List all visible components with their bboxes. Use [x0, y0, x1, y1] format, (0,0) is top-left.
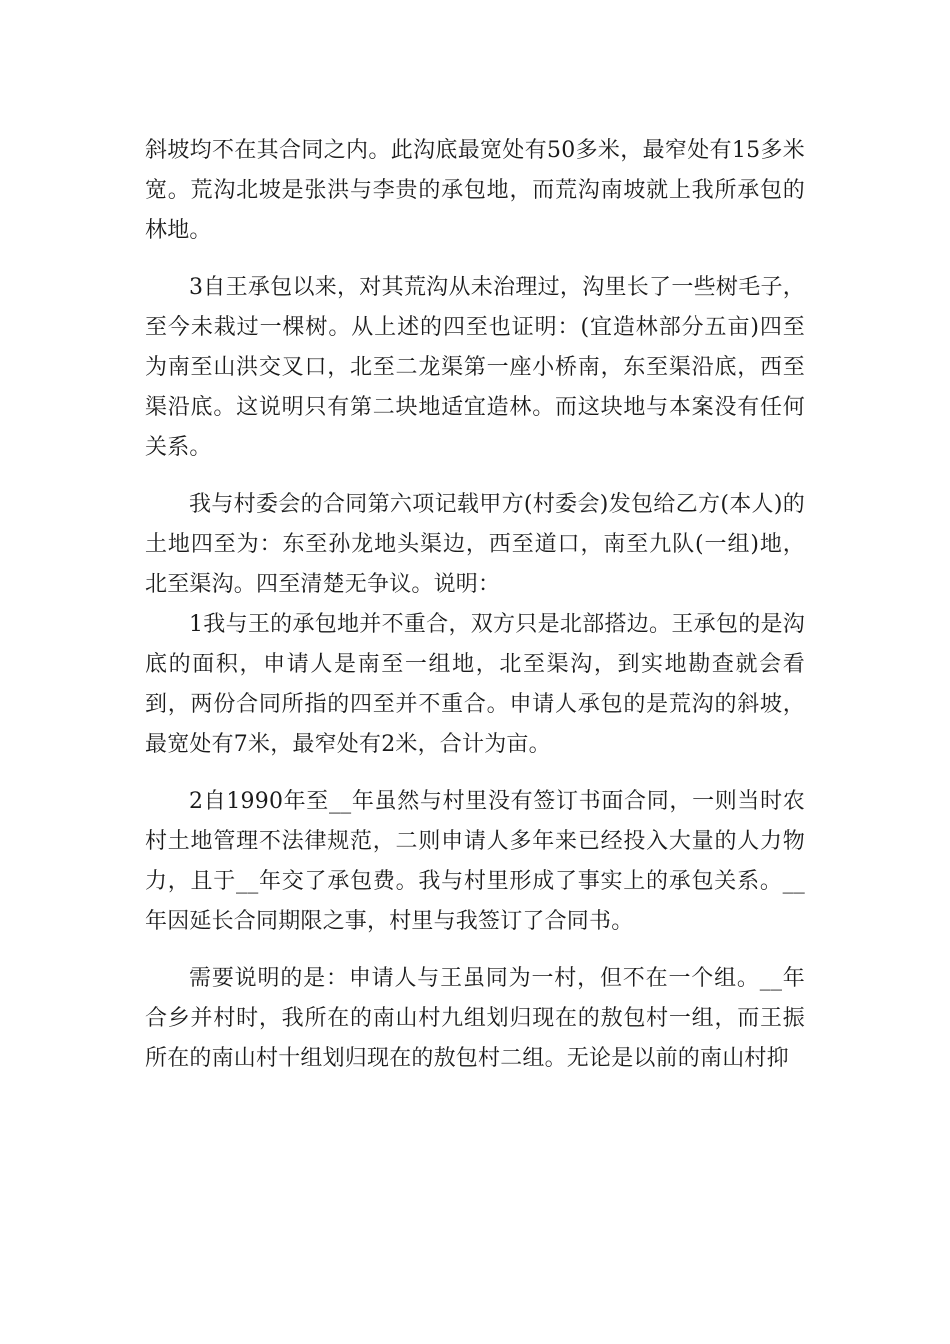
paragraph-point-2: 2自1990年至__年虽然与村里没有签订书面合同，一则当时农村土地管理不法律规范，二则申请人多年来已经投入大量的人力物力，且于__年交了承包费。我与村里形成了事实上的承包关系。__年因延长合同期限之事，村里与我签订了合同书。: [145, 789, 805, 934]
paragraph-explanation: 需要说明的是：申请人与王虽同为一村，但不在一个组。__年合乡并村时，我所在的南山村九组划归现在的敖包村一组，而王振所在的南山村十组划归现在的敖包村二组。无论是以前的南山村抑: [145, 966, 805, 1071]
document-body: [145, 131, 805, 1079]
paragraph-contract-boundaries: 我与村委会的合同第六项记载甲方(村委会)发包给乙方(本人)的土地四至为：东至孙龙地头渠边，西至道口，南至九队(一组)地，北至渠沟。四至清楚无争议。说明：: [145, 492, 805, 597]
paragraph-point-1: 1我与王的承包地并不重合，双方只是北部搭边。王承包的是沟底的面积，申请人是南至一组地，北至渠沟，到实地勘查就会看到，两份合同所指的四至并不重合。申请人承包的是荒沟的斜坡，最宽处有7米，最窄处有2米，合计为亩。: [145, 612, 805, 757]
paragraph-continuation: 斜坡均不在其合同之内。此沟底最宽处有50多米，最窄处有15多米宽。荒沟北坡是张洪与李贵的承包地，而荒沟南坡就上我所承包的林地。: [145, 138, 805, 243]
paragraph-point-3: 3自王承包以来，对其荒沟从未治理过，沟里长了一些树毛子，至今未栽过一棵树。从上述的四至也证明：(宜造林部分五亩)四至为南至山洪交叉口，北至二龙渠第一座小桥南，东至渠沿底，西至渠沿底。这说明只有第二块地适宜造林。而这块地与本案没有任何关系。: [145, 275, 805, 460]
